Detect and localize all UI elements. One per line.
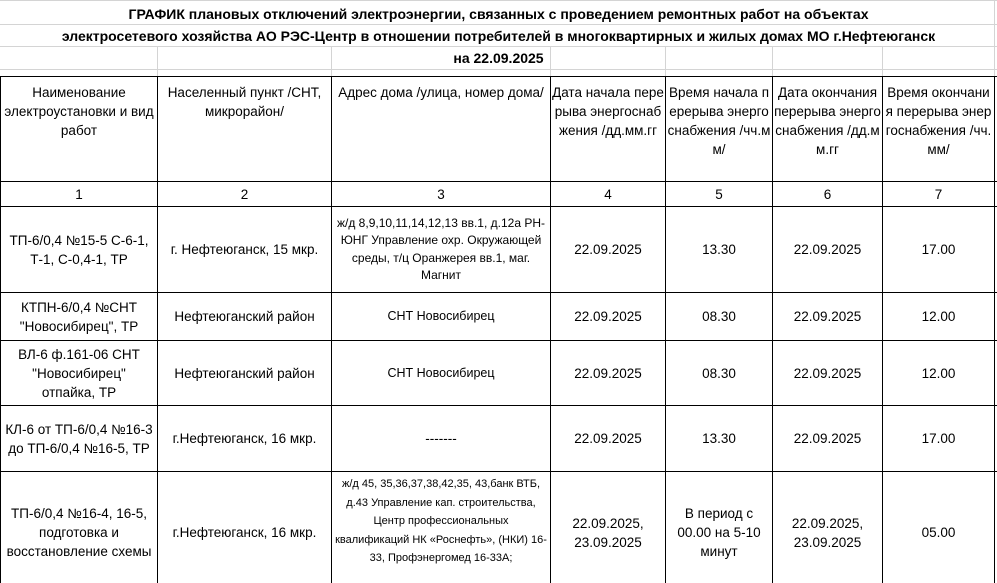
header-address: Адрес дома /улица, номер дома/: [338, 85, 544, 100]
column-number: 4: [604, 186, 612, 202]
row-3-start-date: 22.09.2025: [574, 365, 642, 381]
row-3-address: СНТ Новосибирец: [387, 365, 495, 380]
row-4-address: -------: [425, 431, 457, 446]
grid-line: [0, 24, 997, 25]
grid-line: [772, 46, 773, 76]
row-5-end-time: 05.00: [921, 525, 956, 540]
row-3-locality: Нефтеюганский район: [174, 365, 315, 381]
row-1-address: ж/д 8,9,10,11,14,12,13 вв.1, д.12а РН-ЮНГ Управление охр. Окружающей среды, т/ц Оранжерея вв.1, маг. Магнит: [336, 215, 545, 282]
grid-line: [0, 69, 997, 70]
column-number: 5: [715, 186, 723, 202]
row-3-end-date: 22.09.2025: [793, 365, 862, 381]
column-number: 3: [437, 186, 445, 202]
table-border: [994, 76, 995, 583]
grid-line: [994, 0, 995, 76]
header-locality: Населенный пункт /СНТ, микрорайон/: [167, 85, 322, 119]
row-4-end-time: 17.00: [921, 431, 956, 446]
grid-line: [665, 46, 666, 76]
row-2-address: СНТ Новосибирец: [387, 309, 495, 323]
grid-line: [550, 46, 551, 76]
row-1-start-date: 22.09.2025: [574, 242, 642, 257]
row-1-locality: г. Нефтеюганск, 15 мкр.: [170, 242, 319, 257]
header-start-date: Дата начала перерыва энергоснабжения /дд.мм.гг: [552, 85, 664, 138]
row-3-equipment: ВЛ-6 ф.161-06 СНТ "Новосибирец" отпайка, ТР: [18, 346, 140, 400]
row-5-locality: г.Нефтеюганск, 16 мкр.: [172, 525, 317, 540]
row-5-start-date: 22.09.2025, 23.09.2025: [572, 515, 644, 550]
grid-line: [0, 0, 997, 1]
row-2-locality: Нефтеюганский район: [174, 309, 315, 324]
header-end-time: Время окончания перерыва энергоснабжения /чч.мм/: [885, 85, 992, 157]
grid-line: [0, 46, 997, 47]
header-start-time: Время начала перерыва энергоснабжения /чч.мм/: [667, 85, 771, 157]
row-4-end-date: 22.09.2025: [793, 431, 862, 446]
grid-line: [882, 46, 883, 76]
row-2-end-time: 12.00: [921, 309, 956, 324]
row-3-end-time: 12.00: [921, 365, 956, 381]
row-1-equipment: ТП-6/0,4 №15-5 С-6-1, Т-1, С-0,4-1, ТР: [9, 232, 149, 267]
title-line-1: ГРАФИК плановых отключений электроэнергии, связанных с проведением ремонтных работ на объектах: [128, 6, 869, 22]
row-4-start-time: 13.30: [702, 431, 736, 446]
row-5-address: ж/д 45, 35,36,37,38,42,35, 43,банк ВТБ, д.43 Управление кап. строительства, Центр профессиональных квалификаций НК «Роснефть», (НКИ) 16-33, Профэнергомед 16-33А;: [335, 478, 547, 564]
row-4-start-date: 22.09.2025: [574, 431, 642, 446]
row-2-start-time: 08.30: [702, 309, 736, 324]
grid-line: [157, 46, 158, 76]
column-number: 7: [934, 186, 943, 202]
row-5-equipment: ТП-6/0,4 №16-4, 16-5, подготовка и восстановление схемы: [6, 506, 152, 559]
row-2-end-date: 22.09.2025: [793, 309, 862, 324]
header-end-date: Дата окончания перерыва энергоснабжения /дд.мм.гг: [774, 85, 881, 157]
row-5-start-time: В период с 00.00 на 5-10 минут: [677, 506, 761, 559]
row-2-equipment: КТПН-6/0,4 №СНТ "Новосибирец", ТР: [19, 299, 139, 334]
row-4-locality: г.Нефтеюганск, 16 мкр.: [172, 431, 317, 446]
row-1-end-time: 17.00: [921, 242, 956, 257]
header-equipment: Наименование электроустановки и вид работ: [4, 85, 154, 138]
row-3-start-time: 08.30: [702, 365, 736, 381]
title-line-3: на 22.09.2025: [453, 50, 544, 66]
row-1-start-time: 13.30: [702, 242, 736, 257]
column-number: 6: [823, 186, 832, 202]
column-number: 1: [75, 186, 83, 202]
row-2-start-date: 22.09.2025: [574, 309, 642, 324]
row-1-end-date: 22.09.2025: [793, 242, 862, 257]
title-line-2: электросетевого хозяйства АО РЭС-Центр в отношении потребителей в многоквартирных и жилых домах МО г.Нефтеюганск: [61, 28, 936, 44]
row-5-end-date: 22.09.2025, 23.09.2025: [791, 515, 864, 550]
row-4-equipment: КЛ-6 от ТП-6/0,4 №16-3 до ТП-6/0,4 №16-5, ТР: [5, 421, 153, 456]
column-number: 2: [240, 186, 249, 202]
grid-line: [331, 46, 332, 76]
